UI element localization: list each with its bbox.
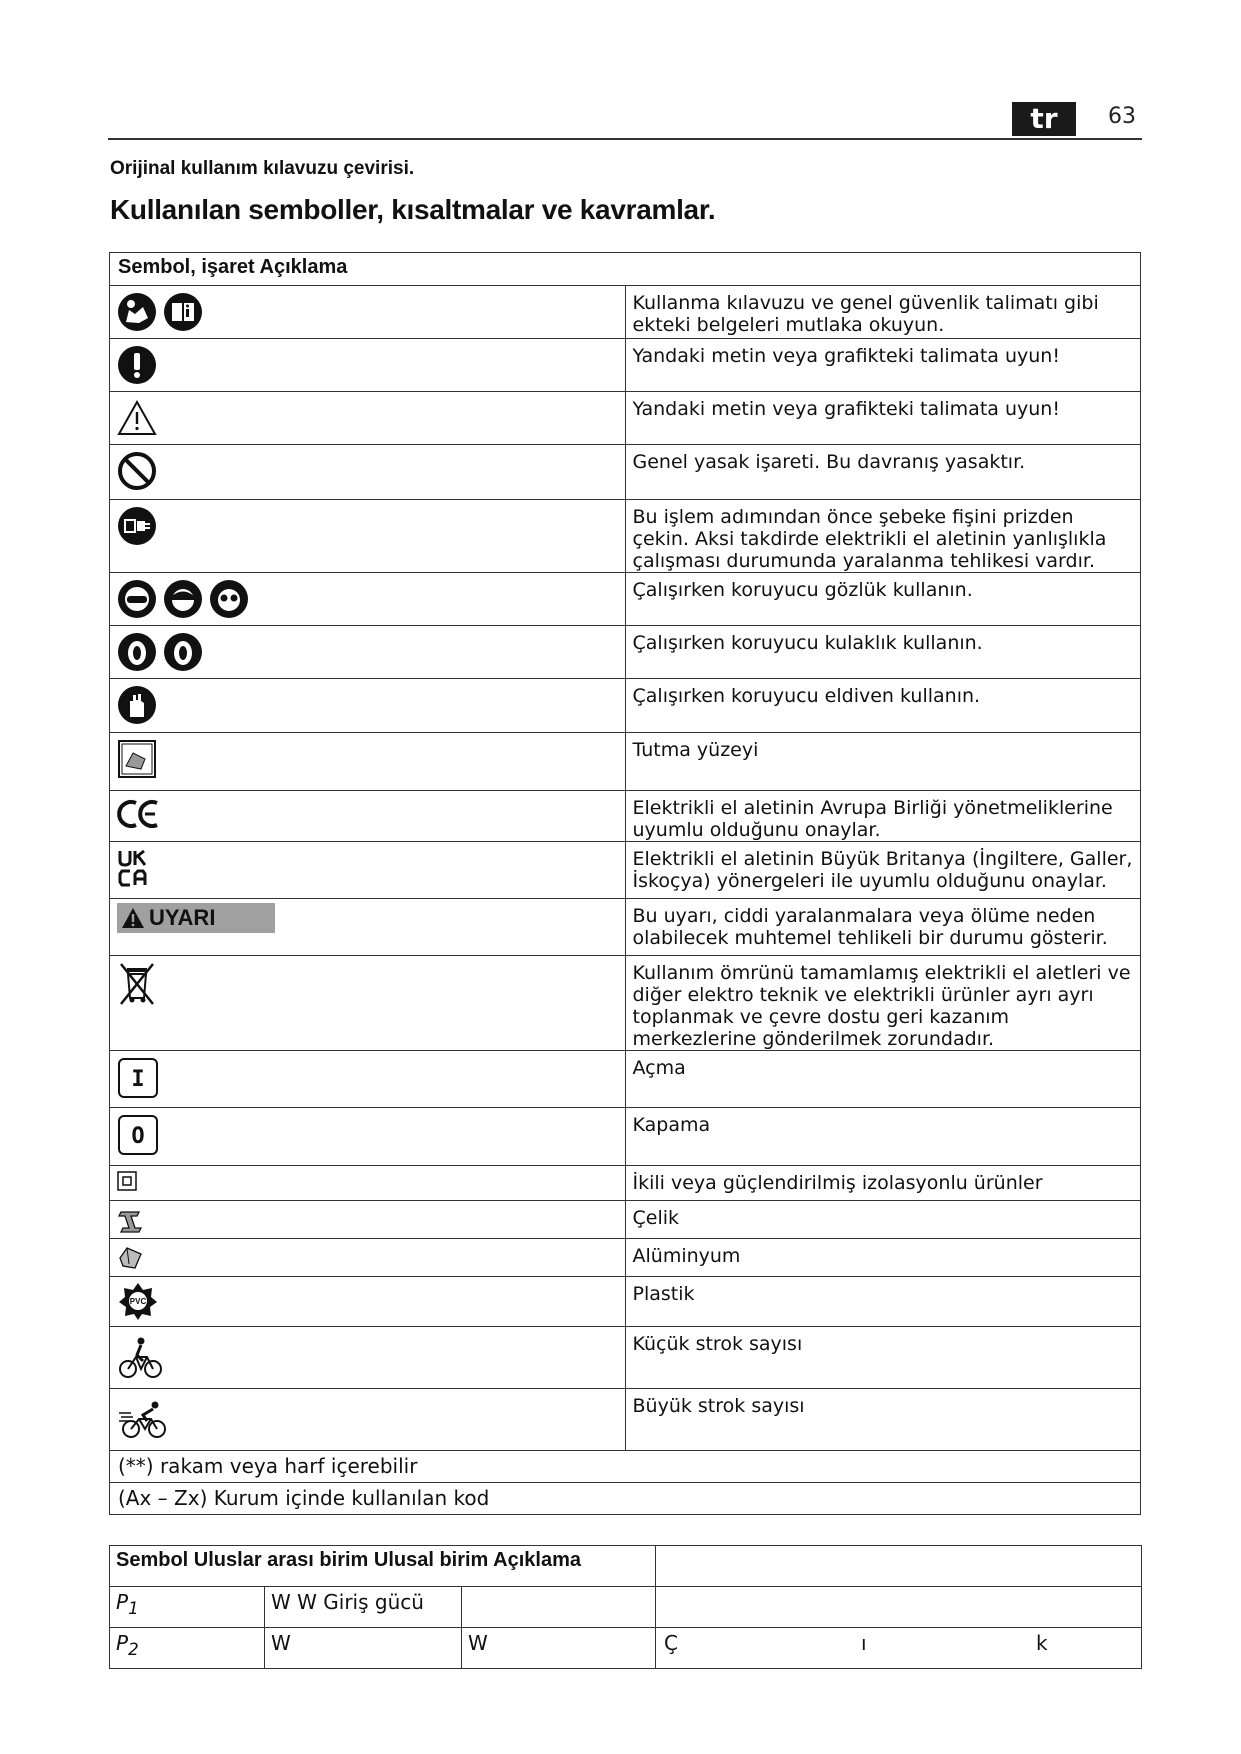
row-description: Yandaki metin veya grafikteki talimata uyun! [625, 392, 1141, 445]
row-description: Büyük strok sayısı [625, 1389, 1141, 1451]
table-row [110, 573, 1141, 626]
plastic-pvc-icon [117, 1280, 159, 1322]
row-description: Çalışırken koruyucu gözlük kullanın. [625, 573, 1141, 626]
unit-international: W W Giriş gücü [265, 1587, 462, 1628]
row-description: Açma [625, 1051, 1141, 1108]
row-description: Kullanım ömrünü tamamlamış elektrikli el aletleri ve diğer elektro teknik ve elektrikli ürünler ayrı ayrı toplanmak ve çevre dostu geri kazanım merkezlerine gönderilmek zorundadır. [625, 956, 1141, 1051]
footnote: (Ax – Zx) Kurum içinde kullanılan kod [110, 1483, 1141, 1515]
row-description: Yandaki metin veya grafikteki talimata uyun! [625, 339, 1141, 392]
warning-label-text: UYARI [149, 905, 216, 930]
table-row [110, 1239, 1141, 1277]
prohibition-icon [117, 451, 157, 491]
power-on-glyph: I [131, 1067, 145, 1092]
ukca-mark-icon [117, 848, 153, 888]
table-row [110, 1201, 1141, 1239]
row-description: Alüminyum [625, 1239, 1141, 1277]
warning-triangle-icon [117, 398, 157, 438]
table-row [110, 1327, 1141, 1389]
row-description: Çalışırken koruyucu eldiven kullanın. [625, 679, 1141, 733]
ear-protection-icon [163, 632, 203, 672]
table-row [110, 626, 1141, 679]
table-row [110, 1166, 1141, 1201]
table-row [110, 1277, 1141, 1327]
ear-protection-icon [117, 632, 157, 672]
symbols-table [109, 252, 1141, 1515]
power-off-icon [117, 1114, 159, 1156]
safety-goggles-icon [117, 579, 157, 619]
units-header-empty [656, 1546, 1142, 1587]
unit-international: W [265, 1628, 462, 1669]
unplug-icon [117, 506, 157, 546]
units-table-header: Sembol Uluslar arası birim Ulusal birim Açıklama [110, 1546, 656, 1587]
table-row [110, 1389, 1141, 1451]
page-number: 63 [1108, 104, 1136, 129]
row-description: Çalışırken koruyucu kulaklık kullanın. [625, 626, 1141, 679]
unit-national: W [462, 1628, 656, 1669]
table-row [110, 445, 1141, 500]
symbols-table-header: Sembol, işaret Açıklama [110, 253, 1141, 286]
unit-national [462, 1587, 656, 1628]
grip-surface-icon [117, 739, 157, 779]
table-row [110, 679, 1141, 733]
page-title: Kullanılan semboller, kısaltmalar ve kavramlar. [110, 194, 716, 225]
row-description: Çelik [625, 1201, 1141, 1239]
bicycle-fast-icon [117, 1395, 171, 1443]
power-off-glyph: O [131, 1124, 145, 1149]
row-description: Bu işlem adımından önce şebeke fişini prizden çekin. Aksi takdirde elektrikli el aletinin yanlışlıkla çalışması durumunda yaralanma tehlikesi vardır. [625, 500, 1141, 573]
row-description: Genel yasak işareti. Bu davranış yasaktır. [625, 445, 1141, 500]
footnote: (**) rakam veya harf içerebilir [110, 1451, 1141, 1483]
units-table [109, 1545, 1142, 1669]
row-description: Kullanma kılavuzu ve genel güvenlik talimatı gibi ekteki belgeleri mutlaka okuyun. [625, 286, 1141, 339]
row-description: Kapama [625, 1108, 1141, 1166]
unit-symbol: $P_1$ [110, 1587, 265, 1628]
page-header [108, 100, 1142, 140]
face-shield-icon [163, 579, 203, 619]
table-row [110, 956, 1141, 1051]
table-row [110, 1587, 1142, 1628]
table-row [110, 733, 1141, 791]
row-description: Plastik [625, 1277, 1141, 1327]
steel-icon [117, 1206, 145, 1234]
mandatory-exclamation-icon [117, 345, 157, 385]
row-description: Elektrikli el aletinin Avrupa Birliği yönetmeliklerine uyumlu olduğunu onaylar. [625, 791, 1141, 842]
manual-info-icon [163, 292, 203, 332]
warning-label-icon [117, 903, 275, 933]
bicycle-slow-icon [117, 1333, 165, 1381]
table-row [110, 1628, 1142, 1669]
table-row [110, 500, 1141, 573]
unit-description [656, 1587, 1142, 1628]
row-description: Küçük strok sayısı [625, 1327, 1141, 1389]
language-badge: tr [1012, 102, 1076, 136]
unit-description: Ç ı k [656, 1628, 1142, 1669]
table-row [110, 791, 1141, 842]
table-row [110, 286, 1141, 339]
table-row [110, 899, 1141, 956]
unit-symbol: $P_2$ [110, 1628, 265, 1669]
table-row [110, 392, 1141, 445]
ce-mark-icon [117, 797, 163, 831]
doc-subtitle: Orijinal kullanım kılavuzu çevirisi. [110, 158, 415, 179]
row-description: Elektrikli el aletinin Büyük Britanya (İngiltere, Galler, İskoçya) yönergeleri ile uyumlu olduğunu onaylar. [625, 842, 1141, 899]
row-description: Tutma yüzeyi [625, 733, 1141, 791]
goggles-icon [209, 579, 249, 619]
pvc-label: PVC [129, 1297, 147, 1306]
read-manual-icon [117, 292, 157, 332]
aluminium-icon [117, 1244, 145, 1272]
table-row [110, 339, 1141, 392]
weee-bin-icon [117, 962, 157, 1006]
row-description: İkili veya güçlendirilmiş izolasyonlu ürünler [625, 1166, 1141, 1201]
power-on-icon [117, 1057, 159, 1099]
table-row [110, 1051, 1141, 1108]
row-description: Bu uyarı, ciddi yaralanmalara veya ölüme neden olabilecek muhtemel tehlikeli bir durumu gösterir. [625, 899, 1141, 956]
table-row [110, 1108, 1141, 1166]
table-row [110, 842, 1141, 899]
gloves-icon [117, 685, 157, 725]
double-insulation-icon [117, 1171, 137, 1191]
